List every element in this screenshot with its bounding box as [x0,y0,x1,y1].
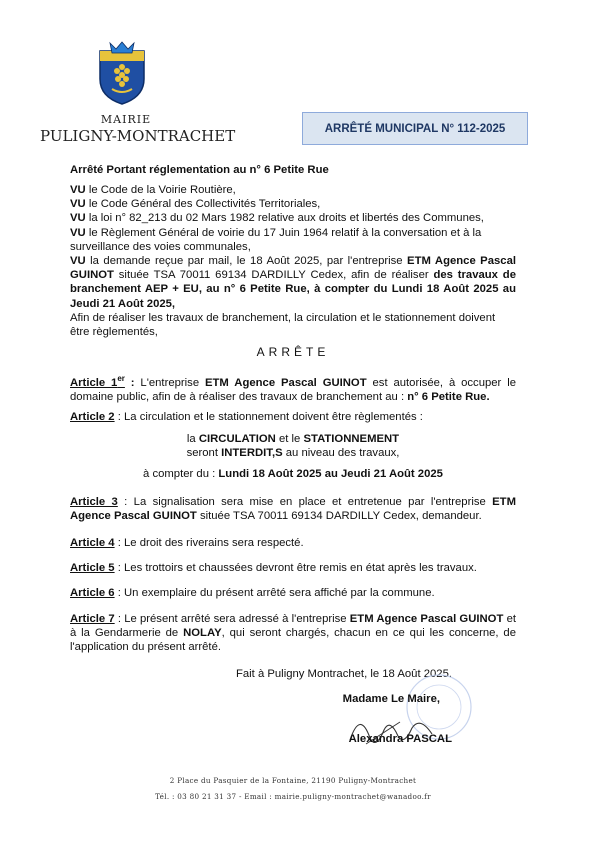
handwritten-signature [340,700,450,760]
article-label: Article 4 [70,537,115,549]
article-3: Article 3 : La signalisation sera mise en place et entretenue par l'entreprise ETM Agence Pascal GUINOT située TSA 70011 69134 DARDILLY Cedex, demandeur. [70,496,516,523]
article-5: Article 5 : Les trottoirs et chaussées devront être remis en état après les travaux. [70,562,477,574]
maire-title: Madame Le Maire, [342,693,440,705]
town-name: PULIGNY-MONTRACHET [40,127,236,145]
coat-of-arms-icon [96,41,148,105]
article-1: Article 1er : L'entreprise ETM Agence Pascal GUINOT est autorisée, à occuper le domaine public, afin de à réaliser des travaux de branchement au : n° 6 Petite Rue. [70,374,516,403]
visa-line: VU le Règlement Général de voirie du 17 Juin 1964 relatif à la conversation et à la surveillance des voies communales, [70,226,482,253]
article-4: Article 4 : Le droit des riverains sera respecté. [70,537,304,549]
subject-title: Arrêté Portant réglementation au n° 6 Petite Rue [70,164,329,176]
arrete-heading: ARRÊTE [256,345,330,359]
article-2-restriction: la CIRCULATION et le STATIONNEMENT seront INTERDIT,S au niveau des travaux, [186,433,400,460]
visa-demande: VU la demande reçue par mail, le 18 Août 2025, par l'entreprise ETM Agence Pascal GUINOT située TSA 70011 69134 DARDILLY Cedex, afin de réaliser des travaux de branchement AEP + EU, au n° 6 Petite Rue, à compter du Lundi 18 Août 2025 au Jeudi 21 Août 2025, [70,255,516,310]
mairie-label: MAIRIE [100,113,152,126]
fait-a-line: Fait à Puligny Montrachet, le 18 Août 2025. [235,668,452,680]
article-6: Article 6 : Un exemplaire du présent arrêté sera affiché par la commune. [70,587,435,599]
maire-name: Alexandra PASCAL [348,733,452,745]
article-2-dates: à compter du : Lundi 18 Août 2025 au Jeudi 21 Août 2025 [143,468,443,480]
article-label: Article 1er [70,374,125,389]
considerant: Afin de réaliser les travaux de branchement, la circulation et le stationnement doivent être règlementés, [70,311,496,339]
visa-line: VU le Code de la Voirie Routière, [70,184,236,196]
article-label: Article 2 [70,411,115,423]
article-label: Article 3 [70,496,118,508]
article-7: Article 7 : Le présent arrêté sera adressé à l'entreprise ETM Agence Pascal GUINOT et à la Gendarmerie de NOLAY, qui seront chargés, chacun en ce qui les concerne, de l'application du présent arrêté. [70,613,517,654]
footer-contact: Tél. : 03 80 21 31 37 - Email : mairie.puligny-montrachet@wanadoo.fr [155,792,431,801]
footer-address: 2 Place du Pasquier de la Fontaine, 21190 Puligny-Montrachet [169,776,417,785]
arrete-number: ARRÊTÉ MUNICIPAL N° 112-2025 [324,122,506,135]
article-label: Article 6 [70,587,115,599]
article-2: Article 2 : La circulation et le stationnement doivent être règlementés : [70,411,423,423]
visa-line: VU la loi n° 82_213 du 02 Mars 1982 relative aux droits et libertés des Communes, [70,212,484,225]
visas-block [70,183,516,339]
article-label: Article 7 [70,613,115,625]
arrete-number-box [302,112,528,145]
article-label: Article 5 [70,562,115,574]
visa-line: VU le Code Général des Collectivités Territoriales, [70,198,321,211]
